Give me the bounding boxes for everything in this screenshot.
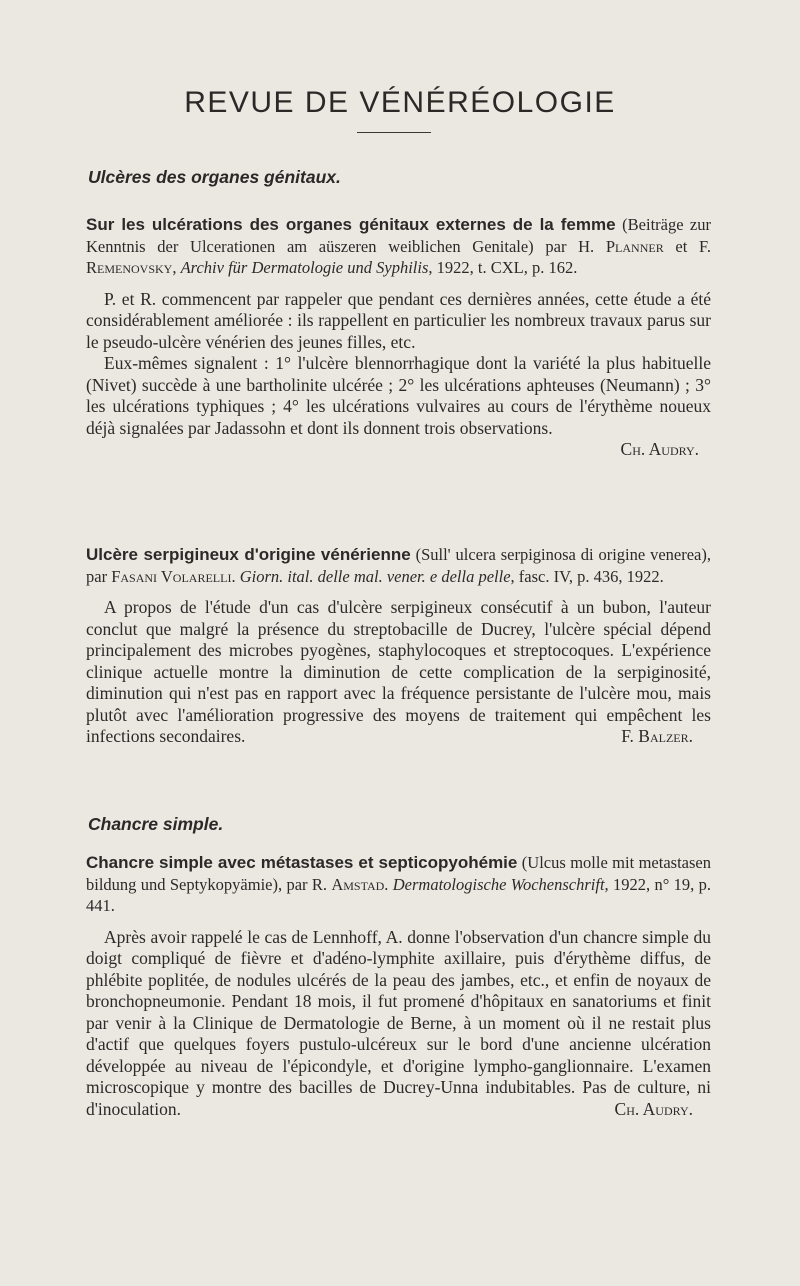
article-reference bbox=[86, 852, 711, 917]
author-name: Remenovsky bbox=[86, 258, 173, 277]
author-name: Fasani Volarelli bbox=[111, 566, 232, 586]
journal-title: REVUE DE VÉNÉRÉOLOGIE bbox=[184, 86, 616, 119]
body-paragraph bbox=[86, 597, 711, 748]
journal-name: Archiv für Dermatologie und Syphilis bbox=[180, 258, 429, 277]
reference-text: , 1922, n° 19, p. 441. bbox=[86, 874, 711, 915]
reference-text: (Sull' ulcera serpiginosa di origine venerea), par bbox=[86, 545, 711, 586]
article-title: Sur les ulcérations des organes génitaux externes de la femme bbox=[86, 215, 616, 234]
article-chancre-metastases bbox=[86, 852, 711, 1120]
author-signature: Ch. Audry. bbox=[614, 1098, 693, 1119]
reference-text: et F. bbox=[663, 236, 711, 256]
article-ulcerations-femme bbox=[86, 214, 711, 461]
author-name: Planner bbox=[605, 236, 664, 256]
article-title: Chancre simple avec métastases et septicopyohémie bbox=[86, 853, 518, 872]
author-signature: F. Balzer. bbox=[621, 726, 693, 746]
article-ulcere-serpigineux bbox=[86, 544, 711, 748]
journal-name: Giorn. ital. delle mal. vener. e della pelle bbox=[239, 566, 511, 586]
title-divider bbox=[357, 132, 431, 133]
body-paragraph: P. et R. commencent par rappeler que pendant ces dernières années, cette étude a été considérablement améliorée : ils rappellent en particulier les nombreux travaux parus sur le pseudo-ulcère vénérien des jeunes filles, etc. bbox=[86, 288, 711, 352]
reference-text: (Beiträge zur Kenntnis der Ulcerationen am aüszeren weiblichen Genitale) par H. bbox=[86, 215, 712, 256]
article-title: Ulcère serpigineux d'origine vénérienne bbox=[86, 545, 411, 564]
body-paragraph: Eux-mêmes signalent : 1° l'ulcère blennorrhagique dont la variété la plus habituelle (Nivet) succède à une bartholinite ulcérée ; 2° les ulcérations aphteuses (Neumann) ; 3° les ulcérations typhiques ; 4° les ulcérations vulvaires au cours de l'érythème noueux déjà signalées par Jadassohn et dont ils donnent trois observations. bbox=[86, 353, 711, 438]
body-text: Après avoir rappelé le cas de Lennhoff, A. donne l'observation d'un chancre simple du doigt compliqué de fièvre et d'adéno-lymphite axillaire, puis d'érythème diffus, de phlébite poplitée, de nodules ulcérés de la peau des jambes, etc., et enfin de noyaux de bronchopneumonie. Pendant 18 mois, il fut promené d'hôpitaux en sanatoriums et finit par venir à la Clinique de Dermatologie de Berne, à un moment où il ne restait plus d'actif que quelques foyers pustulo-ulcéreux sur le bord d'une ancienne ulcération développée au niveau de l'épicondyle, et d'origine lympho-ganglionnaire. L'examen microscopique y montre des bacilles de Ducrey-Unna indubitables. Pas de culture, ni d'inoculation. bbox=[86, 926, 711, 1119]
reference-text: (Ulcus molle mit metastasen bildung und Septykopyämie), par R. bbox=[86, 853, 711, 894]
section-heading-ulceres: Ulcères des organes génitaux. bbox=[88, 167, 341, 187]
reference-text: , 1922, t. CXL, p. 162. bbox=[428, 258, 578, 277]
journal-name: Dermatologische Wochenschrift bbox=[392, 874, 605, 894]
author-name: Amstad bbox=[331, 874, 385, 894]
reference-text: , fasc. IV, p. 436, 1922. bbox=[510, 566, 664, 586]
body-paragraph bbox=[86, 927, 711, 1121]
reference-text: . bbox=[384, 874, 393, 894]
section-heading-chancre: Chancre simple. bbox=[88, 814, 224, 834]
article-reference bbox=[86, 544, 711, 587]
reference-text: , bbox=[172, 258, 181, 277]
article-reference bbox=[86, 214, 711, 279]
author-signature: Ch. Audry. bbox=[620, 439, 699, 459]
reference-text: . bbox=[231, 566, 240, 586]
body-text: A propos de l'étude d'un cas d'ulcère serpigineux consécutif à un bubon, l'auteur conclut que malgré la présence du streptobacille de Ducrey, l'ulcère spécial dépend principalement des microbes pyogènes, staphylocoques et streptocoques. L'expérience clinique actuelle montre la diminution de cette complication de la serpiginosité, diminution qui n'est pas en rapport avec la fréquence persistante de l'ulcère mou, mais plutôt avec l'amélioration progressive des moyens de traitement qui empêchent les infections secondaires. bbox=[86, 597, 711, 746]
